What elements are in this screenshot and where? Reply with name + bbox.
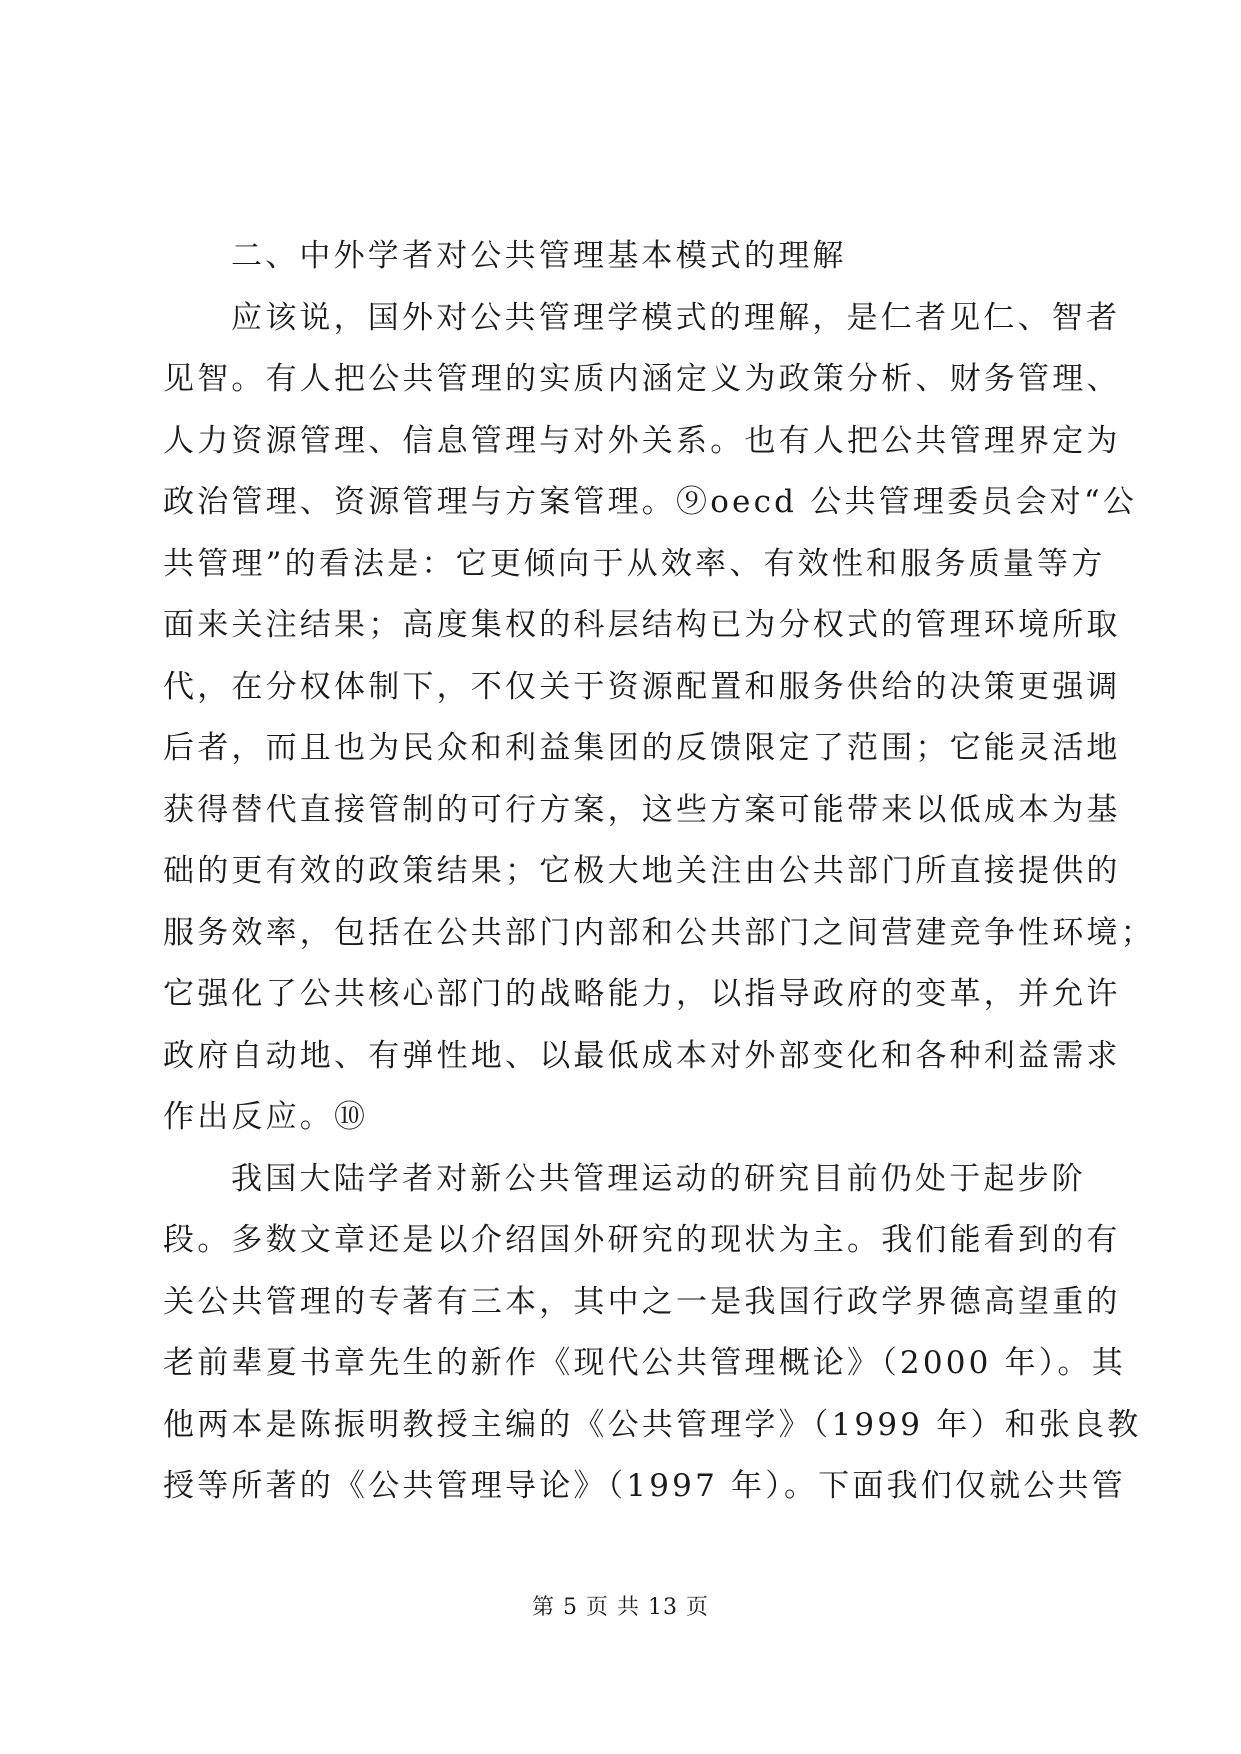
paragraph-line: 代，在分权体制下，不仅关于资源配置和服务供给的决策更强调 [163,668,1121,705]
paragraph-line: 作出反应。⑩ [163,1099,369,1135]
paragraph-line: 获得替代直接管制的可行方案，这些方案可能带来以低成本为基 [163,791,1121,828]
paragraph-line: 老前辈夏书章先生的新作《现代公共管理概论》（2000 年）。其 [163,1345,1126,1381]
paragraph-line: 服务效率，包括在公共部门内部和公共部门之间营建竞争性环境； [163,914,1155,951]
paragraph-line: 他两本是陈振明教授主编的《公共管理学》（1999 年）和张良教 [163,1406,1142,1443]
paragraph-line: 面来关注结果；高度集权的科层结构已为分权式的管理环境所取 [163,607,1121,643]
paragraph-line: 关公共管理的专著有三本，其中之一是我国行政学界德高望重的 [163,1283,1121,1320]
page-number-footer: 第 5 页 共 13 页 [532,1595,709,1620]
paragraph-line: 我国大陆学者对新公共管理运动的研究目前仍处于起步阶 [231,1160,1086,1197]
paragraph-line: 授等所著的《公共管理导论》（1997 年）。下面我们仅就公共管 [163,1468,1126,1504]
paragraph-line: 段。多数文章还是以介绍国外研究的现状为主。我们能看到的有 [163,1222,1121,1258]
paragraph-line: 人力资源管理、信息管理与对外关系。也有人把公共管理界定为 [163,422,1121,459]
paragraph-line: 础的更有效的政策结果；它极大地关注由公共部门所直接提供的 [163,853,1121,889]
paragraph-line: 政府自动地、有弹性地、以最低成本对外部变化和各种利益需求 [163,1037,1121,1074]
paragraph-line: 共管理”的看法是：它更倾向于从效率、有效性和服务质量等方 [163,545,1106,582]
paragraph-line: 后者，而且也为民众和利益集团的反馈限定了范围；它能灵活地 [163,730,1121,766]
paragraph-line: 见智。有人把公共管理的实质内涵定义为政策分析、财务管理、 [163,361,1121,397]
paragraph-line: 政治管理、资源管理与方案管理。⑨oecd 公共管理委员会对“公 [163,484,1138,520]
paragraph-line: 它强化了公共核心部门的战略能力，以指导政府的变革，并允许 [163,976,1121,1012]
paragraph-line: 应该说，国外对公共管理学模式的理解，是仁者见仁、智者 [231,299,1121,336]
document-body [163,226,1155,1518]
section-heading: 二、中外学者对公共管理基本模式的理解 [231,238,847,274]
